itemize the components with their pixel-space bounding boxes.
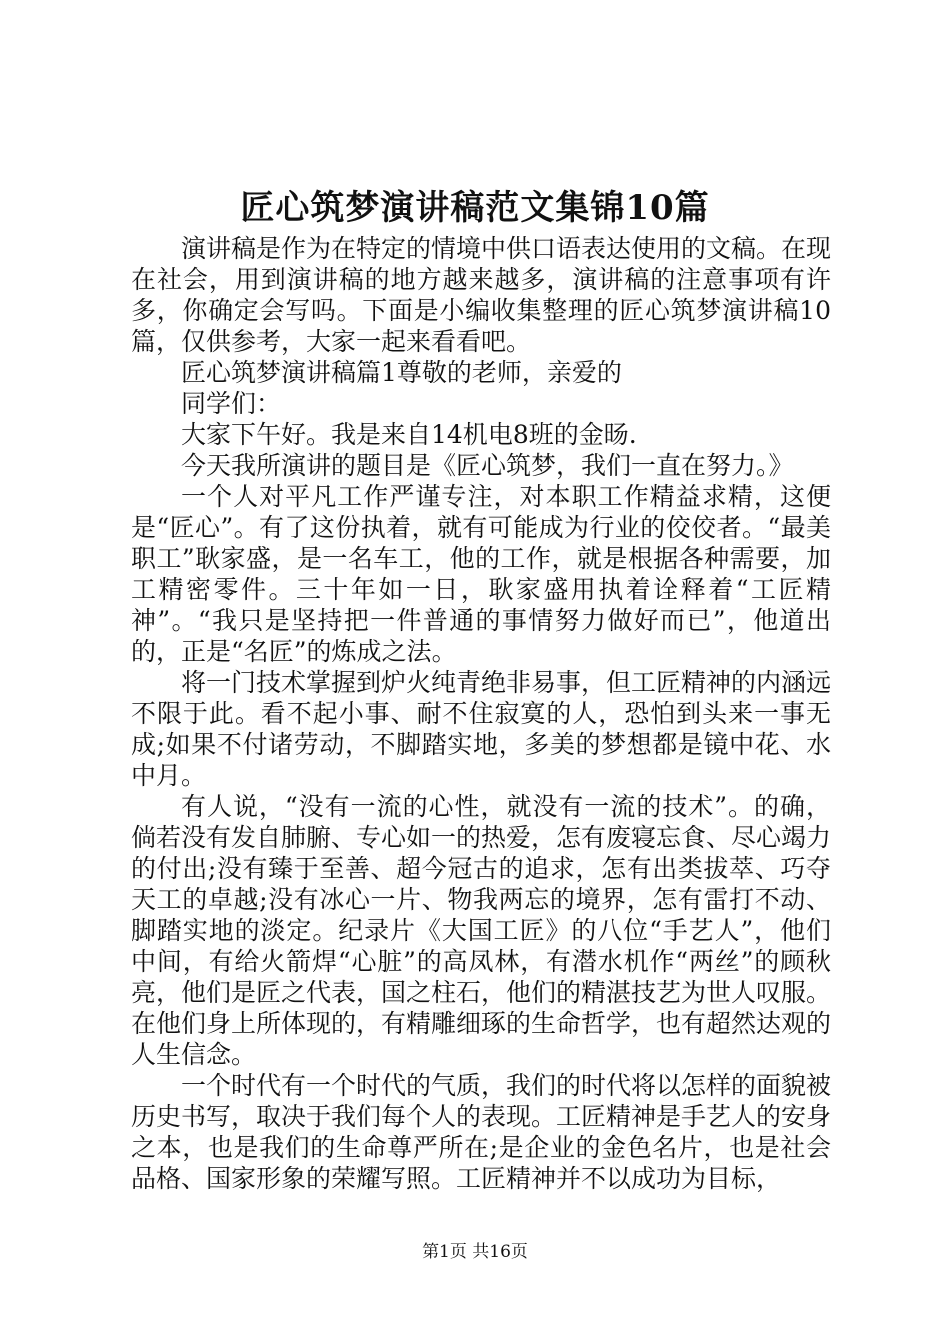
paragraph-topic: 今天我所演讲的题目是《匠心筑梦，我们一直在努力。》 [181,451,794,480]
paragraph-greeting: 大家下午好。我是来自14机电8班的金旸. [181,420,637,449]
document-body [131,233,831,1194]
paragraph-body: 有人说，“没有一流的心性，就没有一流的技术”。的确，倘若没有发自肺腑、专心如一的热爱，怎有废寝忘食、尽心竭力的付出;没有臻于至善、超今冠古的追求，怎有出类拔萃、巧夺天工的卓越;没有冰心一片、物我两忘的境界，怎有雷打不动、脚踏实地的淡定。纪录片《大国工匠》的八位“手艺人”，他们中间，有给火箭焊“心脏”的高凤林，有潜水机作“两丝”的顾秋亮，他们是匠之代表，国之柱石，他们的精湛技艺为世人叹服。在他们身上所体现的，有精雕细琢的生命哲学，也有超然达观的人生信念。 [131,792,832,1069]
paragraph-heading: 匠心筑梦演讲稿篇1尊敬的老师，亲爱的 [181,358,622,387]
paragraph-intro: 演讲稿是作为在特定的情境中供口语表达使用的文稿。在现在社会，用到演讲稿的地方越来越多，演讲稿的注意事项有许多，你确定会写吗。下面是小编收集整理的匠心筑梦演讲稿10篇，仅供参考，大家一起来看看吧。 [131,234,832,356]
paragraph-salutation: 同学们： [181,389,282,418]
document-title: 匠心筑梦演讲稿范文集锦10篇 [240,188,710,228]
paragraph-body: 一个时代有一个时代的气质，我们的时代将以怎样的面貌被历史书写，取决于我们每个人的表现。工匠精神是手艺人的安身之本，也是我们的生命尊严所在;是企业的金色名片，也是社会品格、国家形象的荣耀写照。工匠精神并不以成功为目标， [131,1071,832,1193]
page-number-footer: 第1页 共16页 [422,1242,528,1262]
paragraph-body: 将一门技术掌握到炉火纯青绝非易事，但工匠精神的内涵远不限于此。看不起小事、耐不住寂寞的人，恐怕到头来一事无成;如果不付诸劳动，不脚踏实地，多美的梦想都是镜中花、水中月。 [131,668,832,790]
paragraph-body: 一个人对平凡工作严谨专注，对本职工作精益求精，这便是“匠心”。有了这份执着，就有可能成为行业的佼佼者。“最美职工”耿家盛，是一名车工，他的工作，就是根据各种需要，加工精密零件。三十年如一日，耿家盛用执着诠释着“工匠精神”。“我只是坚持把一件普通的事情努力做好而已”，他道出的，正是“名匠”的炼成之法。 [131,482,831,666]
